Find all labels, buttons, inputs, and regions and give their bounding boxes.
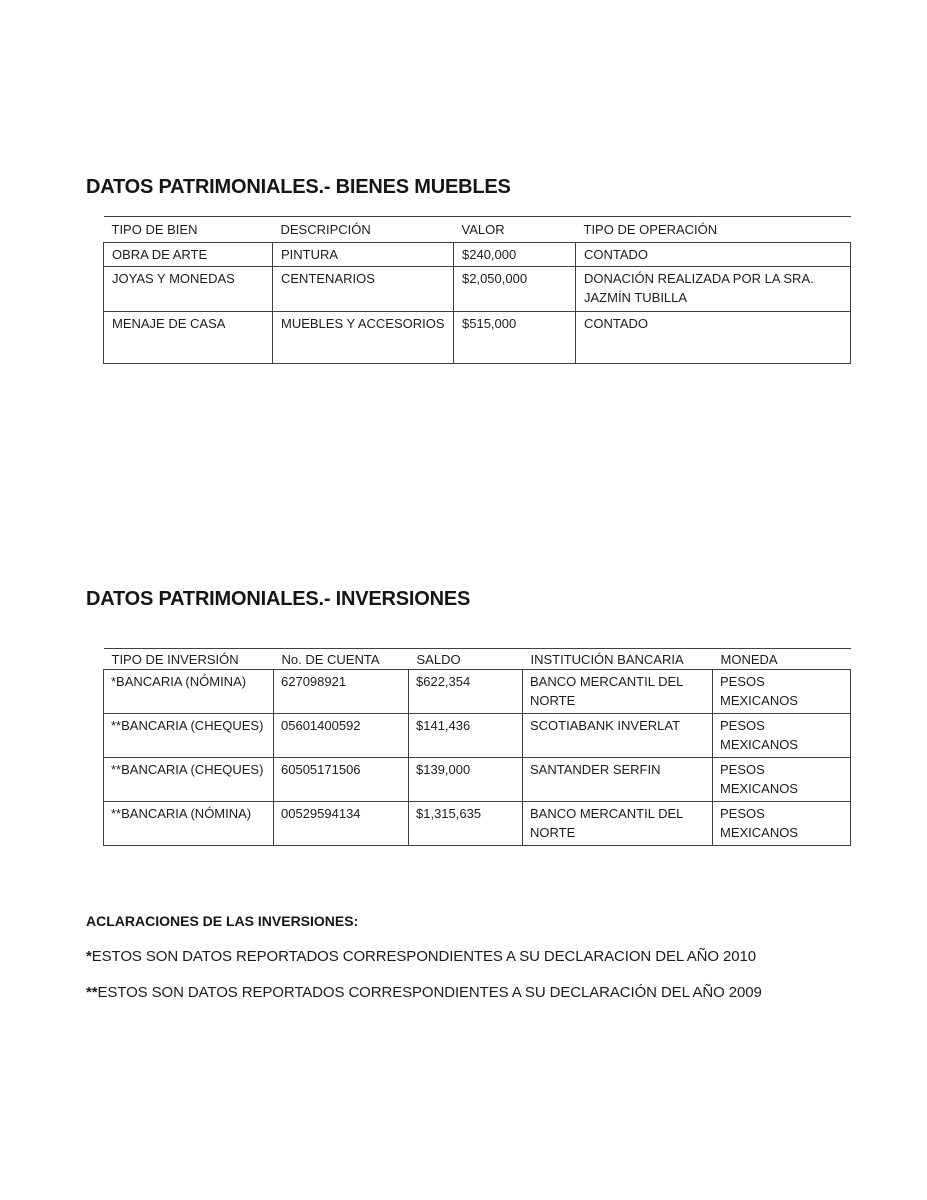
table-cell: **BANCARIA (CHEQUES) bbox=[104, 758, 274, 802]
note-line-2009 bbox=[86, 984, 762, 1001]
table-cell: **BANCARIA (NÓMINA) bbox=[104, 802, 274, 846]
section-title-inversiones: DATOS PATRIMONIALES.- INVERSIONES bbox=[86, 588, 471, 610]
table-cell: *BANCARIA (NÓMINA) bbox=[104, 670, 274, 714]
header-descripcion: DESCRIPCIÓN bbox=[273, 217, 454, 243]
table-row bbox=[104, 243, 851, 267]
table-cell: SANTANDER SERFIN bbox=[523, 758, 713, 802]
table-cell: PESOS MEXICANOS bbox=[713, 758, 851, 802]
table-cell: MENAJE DE CASA bbox=[104, 312, 273, 364]
table-cell: PESOS MEXICANOS bbox=[713, 670, 851, 714]
header-institucion-bancaria: INSTITUCIÓN BANCARIA bbox=[523, 649, 713, 670]
inversiones-table bbox=[103, 648, 851, 846]
table-header-row bbox=[104, 217, 851, 243]
table-header-row bbox=[104, 649, 851, 670]
table-cell: PINTURA bbox=[273, 243, 454, 267]
header-tipo-de-inversion: TIPO DE INVERSIÓN bbox=[104, 649, 274, 670]
header-moneda: MONEDA bbox=[713, 649, 851, 670]
table-cell: $1,315,635 bbox=[409, 802, 523, 846]
table-cell: $622,354 bbox=[409, 670, 523, 714]
table-cell: CENTENARIOS bbox=[273, 267, 454, 312]
table-cell: **BANCARIA (CHEQUES) bbox=[104, 714, 274, 758]
note-text: ESTOS SON DATOS REPORTADOS CORRESPONDIENTES A SU DECLARACIÓN DEL AÑO 2009 bbox=[97, 984, 762, 1001]
table-row bbox=[104, 758, 851, 802]
table-cell: 60505171506 bbox=[274, 758, 409, 802]
section-title-bienes-muebles: DATOS PATRIMONIALES.- BIENES MUEBLES bbox=[86, 176, 511, 198]
note-marker: ** bbox=[86, 984, 98, 1001]
table-cell: $141,436 bbox=[409, 714, 523, 758]
table-cell: SCOTIABANK INVERLAT bbox=[523, 714, 713, 758]
notes-heading: ACLARACIONES DE LAS INVERSIONES: bbox=[86, 913, 359, 929]
table-cell: 05601400592 bbox=[274, 714, 409, 758]
table-cell: BANCO MERCANTIL DEL NORTE bbox=[523, 670, 713, 714]
table-row bbox=[104, 312, 851, 364]
table-cell: PESOS MEXICANOS bbox=[713, 802, 851, 846]
table-row bbox=[104, 714, 851, 758]
header-saldo: SALDO bbox=[409, 649, 523, 670]
table-cell: DONACIÓN REALIZADA POR LA SRA. JAZMÍN TUBILLA bbox=[576, 267, 851, 312]
table-cell: 00529594134 bbox=[274, 802, 409, 846]
table-cell: CONTADO bbox=[576, 312, 851, 364]
table-cell: $240,000 bbox=[454, 243, 576, 267]
bienes-muebles-table bbox=[103, 216, 851, 364]
header-tipo-de-bien: TIPO DE BIEN bbox=[104, 217, 273, 243]
table-cell: PESOS MEXICANOS bbox=[713, 714, 851, 758]
note-marker: * bbox=[86, 948, 92, 965]
table-cell: $515,000 bbox=[454, 312, 576, 364]
table-cell: 627098921 bbox=[274, 670, 409, 714]
header-tipo-de-operacion: TIPO DE OPERACIÓN bbox=[576, 217, 851, 243]
note-line-2010 bbox=[86, 948, 756, 965]
table-cell: $139,000 bbox=[409, 758, 523, 802]
table-cell: $2,050,000 bbox=[454, 267, 576, 312]
table-row bbox=[104, 802, 851, 846]
header-no-de-cuenta: No. DE CUENTA bbox=[274, 649, 409, 670]
table-cell: MUEBLES Y ACCESORIOS bbox=[273, 312, 454, 364]
table-cell: BANCO MERCANTIL DEL NORTE bbox=[523, 802, 713, 846]
note-text: ESTOS SON DATOS REPORTADOS CORRESPONDIENTES A SU DECLARACION DEL AÑO 2010 bbox=[91, 948, 757, 965]
table-row bbox=[104, 267, 851, 312]
table-cell: OBRA DE ARTE bbox=[104, 243, 273, 267]
table-row bbox=[104, 670, 851, 714]
table-cell: CONTADO bbox=[576, 243, 851, 267]
table-cell: JOYAS Y MONEDAS bbox=[104, 267, 273, 312]
header-valor: VALOR bbox=[454, 217, 576, 243]
